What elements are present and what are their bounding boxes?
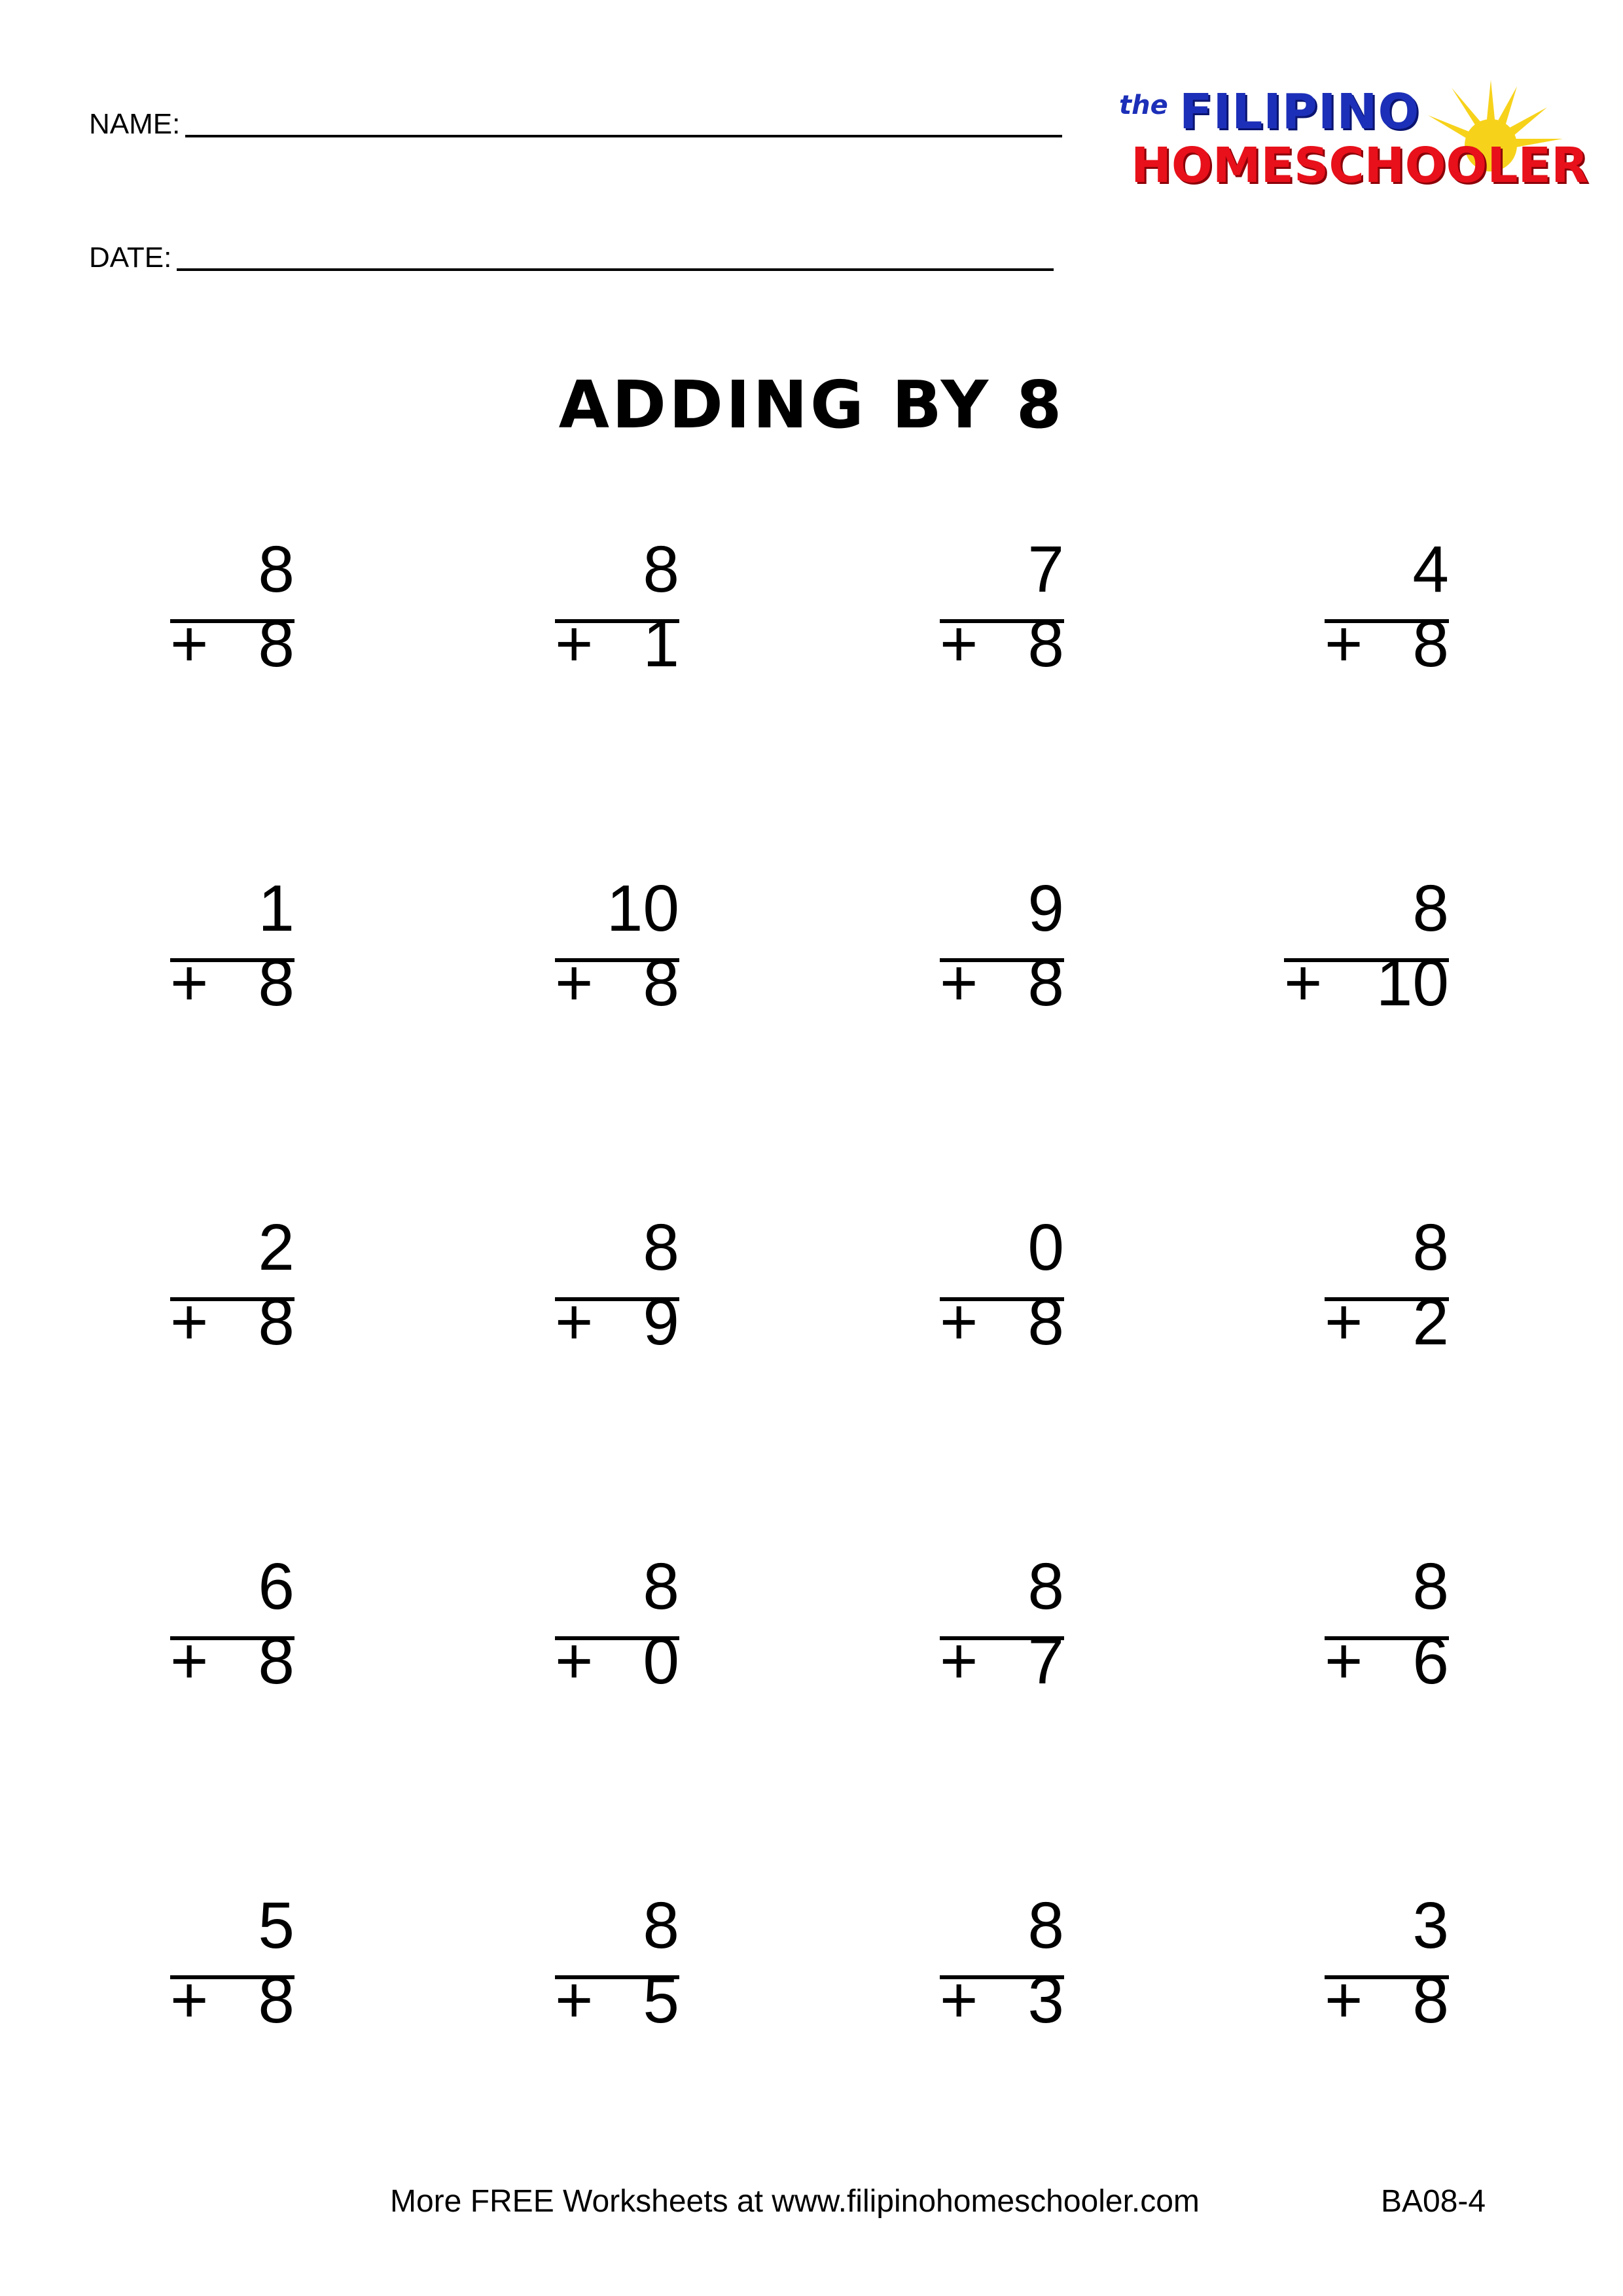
answer-line[interactable] bbox=[1325, 619, 1449, 623]
addend-top: 8 bbox=[1412, 1550, 1449, 1623]
problem-r4-c1 bbox=[170, 1550, 294, 1698]
addend-bottom: 8 bbox=[258, 946, 294, 1020]
addend-bottom: 10 bbox=[1376, 946, 1449, 1020]
plus-sign: + bbox=[555, 1624, 594, 1698]
addend-bottom: 5 bbox=[643, 1964, 679, 2037]
problem-r3-c1 bbox=[170, 1211, 294, 1359]
plus-sign: + bbox=[170, 1285, 209, 1359]
problem-r4-c3 bbox=[940, 1550, 1064, 1698]
addend-top: 4 bbox=[1412, 533, 1449, 606]
addend-top: 6 bbox=[258, 1550, 294, 1623]
problem-r5-c3 bbox=[940, 1889, 1064, 2037]
problem-r2-c1 bbox=[170, 872, 294, 1020]
addend-top: 8 bbox=[1412, 872, 1449, 945]
answer-line[interactable] bbox=[940, 1297, 1064, 1301]
worksheet-title: ADDING BY 8 bbox=[558, 367, 1065, 443]
answer-line[interactable] bbox=[1325, 1297, 1449, 1301]
answer-line[interactable] bbox=[1325, 1975, 1449, 1979]
plus-sign: + bbox=[170, 1964, 209, 2037]
answer-line[interactable] bbox=[555, 1636, 679, 1640]
answer-line[interactable] bbox=[1284, 958, 1449, 962]
addend-bottom: 8 bbox=[1027, 1285, 1064, 1359]
addend-top: 2 bbox=[258, 1211, 294, 1284]
addend-bottom: 8 bbox=[1412, 607, 1449, 681]
footer-text: More FREE Worksheets at www.filipinohomeschooler.com bbox=[390, 2184, 1200, 2219]
plus-sign: + bbox=[555, 1285, 594, 1359]
problem-r1-c1 bbox=[170, 533, 294, 681]
problem-r4-c2 bbox=[555, 1550, 679, 1698]
answer-line[interactable] bbox=[555, 1975, 679, 1979]
plus-sign: + bbox=[1325, 1624, 1363, 1698]
problem-r1-c2 bbox=[555, 533, 679, 681]
problem-r5-c4 bbox=[1325, 1889, 1449, 2037]
answer-line[interactable] bbox=[555, 1297, 679, 1301]
problem-r1-c3 bbox=[940, 533, 1064, 681]
addend-top: 8 bbox=[1412, 1211, 1449, 1284]
addend-top: 0 bbox=[1027, 1211, 1064, 1284]
answer-line[interactable] bbox=[555, 619, 679, 623]
addend-bottom: 6 bbox=[1412, 1624, 1449, 1698]
answer-line[interactable] bbox=[170, 1297, 294, 1301]
addend-top: 3 bbox=[1412, 1889, 1449, 1962]
plus-sign: + bbox=[170, 1624, 209, 1698]
addend-bottom: 8 bbox=[1412, 1964, 1449, 2037]
addend-bottom: 8 bbox=[258, 607, 294, 681]
addend-top: 7 bbox=[1027, 533, 1064, 606]
date-label: DATE: bbox=[89, 242, 172, 274]
plus-sign: + bbox=[170, 946, 209, 1020]
addend-bottom: 3 bbox=[1027, 1964, 1064, 2037]
answer-line[interactable] bbox=[1325, 1636, 1449, 1640]
plus-sign: + bbox=[940, 946, 978, 1020]
addend-bottom: 7 bbox=[1027, 1624, 1064, 1698]
addend-top: 8 bbox=[1027, 1550, 1064, 1623]
plus-sign: + bbox=[170, 607, 209, 681]
answer-line[interactable] bbox=[170, 1975, 294, 1979]
logo-filipino: FILIPINO bbox=[1179, 84, 1420, 140]
addend-bottom: 8 bbox=[643, 946, 679, 1020]
plus-sign: + bbox=[1325, 607, 1363, 681]
answer-line[interactable] bbox=[170, 619, 294, 623]
addend-bottom: 8 bbox=[1027, 946, 1064, 1020]
problem-r2-c2 bbox=[555, 872, 679, 1020]
answer-line[interactable] bbox=[170, 1636, 294, 1640]
plus-sign: + bbox=[940, 1285, 978, 1359]
plus-sign: + bbox=[555, 1964, 594, 2037]
answer-line[interactable] bbox=[555, 958, 679, 962]
problem-r3-c3 bbox=[940, 1211, 1064, 1359]
plus-sign: + bbox=[1325, 1964, 1363, 2037]
addend-top: 1 bbox=[258, 872, 294, 945]
addend-top: 8 bbox=[643, 1550, 679, 1623]
addend-top: 8 bbox=[643, 533, 679, 606]
answer-line[interactable] bbox=[940, 1636, 1064, 1640]
plus-sign: + bbox=[1284, 946, 1323, 1020]
addend-top: 8 bbox=[258, 533, 294, 606]
problem-r4-c4 bbox=[1325, 1550, 1449, 1698]
answer-line[interactable] bbox=[940, 1975, 1064, 1979]
plus-sign: + bbox=[555, 607, 594, 681]
addend-bottom: 1 bbox=[643, 607, 679, 681]
problem-r1-c4 bbox=[1325, 533, 1449, 681]
problem-r2-c4 bbox=[1284, 872, 1449, 1020]
plus-sign: + bbox=[555, 946, 594, 1020]
addend-top: 5 bbox=[258, 1889, 294, 1962]
addend-top: 9 bbox=[1027, 872, 1064, 945]
addend-bottom: 8 bbox=[258, 1624, 294, 1698]
answer-line[interactable] bbox=[940, 619, 1064, 623]
plus-sign: + bbox=[940, 1624, 978, 1698]
problem-r5-c2 bbox=[555, 1889, 679, 2037]
plus-sign: + bbox=[1325, 1285, 1363, 1359]
addend-top: 8 bbox=[643, 1211, 679, 1284]
addend-bottom: 2 bbox=[1412, 1285, 1449, 1359]
name-label: NAME: bbox=[89, 108, 181, 140]
addend-bottom: 8 bbox=[1027, 607, 1064, 681]
problem-r2-c3 bbox=[940, 872, 1064, 1020]
worksheet-code: BA08-4 bbox=[1381, 2184, 1486, 2219]
addend-top: 10 bbox=[606, 872, 679, 945]
addend-top: 8 bbox=[1027, 1889, 1064, 1962]
problem-r5-c1 bbox=[170, 1889, 294, 2037]
answer-line[interactable] bbox=[940, 958, 1064, 962]
logo-the: the bbox=[1119, 90, 1168, 120]
plus-sign: + bbox=[940, 607, 978, 681]
addend-bottom: 8 bbox=[258, 1964, 294, 2037]
addend-bottom: 9 bbox=[643, 1285, 679, 1359]
addend-bottom: 8 bbox=[258, 1285, 294, 1359]
addend-bottom: 0 bbox=[643, 1624, 679, 1698]
plus-sign: + bbox=[940, 1964, 978, 2037]
answer-line[interactable] bbox=[170, 958, 294, 962]
logo-homeschooler: HOMESCHOOLER bbox=[1131, 137, 1589, 194]
addend-top: 8 bbox=[643, 1889, 679, 1962]
problem-r3-c2 bbox=[555, 1211, 679, 1359]
problem-r3-c4 bbox=[1325, 1211, 1449, 1359]
